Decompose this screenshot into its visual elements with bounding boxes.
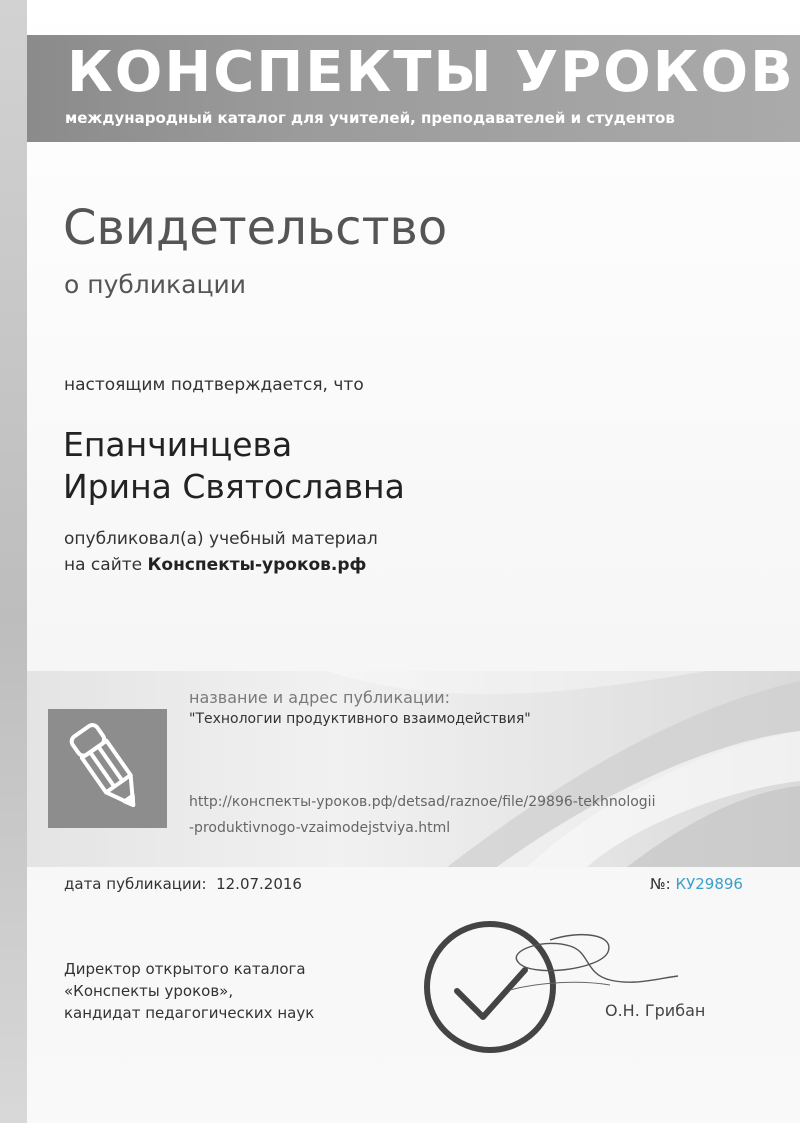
signature-mark [490, 930, 680, 1010]
header-banner [27, 35, 800, 142]
director-line2: «Конспекты уроков», [64, 982, 234, 1000]
publication-url-line2[interactable]: -produktivnogo-vzaimodejstviya.html [189, 820, 451, 836]
publication-name: "Технологии продуктивного взаимодействия" [189, 711, 531, 727]
publication-label: название и адрес публикации: [189, 688, 450, 707]
number-label: №: [650, 875, 671, 893]
banner-title: КОНСПЕКТЫ УРОКОВ [67, 40, 795, 105]
publication-url-line1[interactable]: http://конспекты-уроков.рф/detsad/raznoe/file/29896-tekhnologii [189, 794, 656, 810]
date-value: 12.07.2016 [216, 875, 302, 893]
site-name: Конспекты-уроков.рф [147, 555, 367, 575]
number-value: КУ29896 [675, 875, 743, 893]
confirm-text: настоящим подтверждается, что [64, 375, 364, 395]
publication-date [64, 875, 302, 893]
director-line3: кандидат педагогических наук [64, 1004, 315, 1022]
published-statement [64, 526, 378, 578]
director-line1: Директор открытого каталога [64, 960, 306, 978]
director-title [64, 958, 314, 1024]
certificate-number [650, 875, 743, 893]
person-surname: Епанчинцева [63, 425, 293, 464]
published-prefix: на сайте [64, 555, 148, 575]
person-name [63, 424, 405, 508]
certificate-subtitle: о публикации [64, 270, 246, 299]
person-given-name: Ирина Святославна [63, 467, 405, 506]
publication-url[interactable] [189, 789, 655, 841]
left-border-strip [0, 0, 27, 1123]
date-label: дата публикации: [64, 875, 207, 893]
published-line1: опубликовал(а) учебный материал [64, 529, 378, 549]
signer-name: О.Н. Грибан [605, 1001, 706, 1020]
banner-subtitle: международный каталог для учителей, преподавателей и студентов [65, 109, 675, 127]
pencil-icon [48, 709, 167, 828]
certificate-title: Свидетельство [63, 200, 448, 256]
publication-icon-box [48, 709, 167, 828]
published-line2 [64, 552, 378, 578]
